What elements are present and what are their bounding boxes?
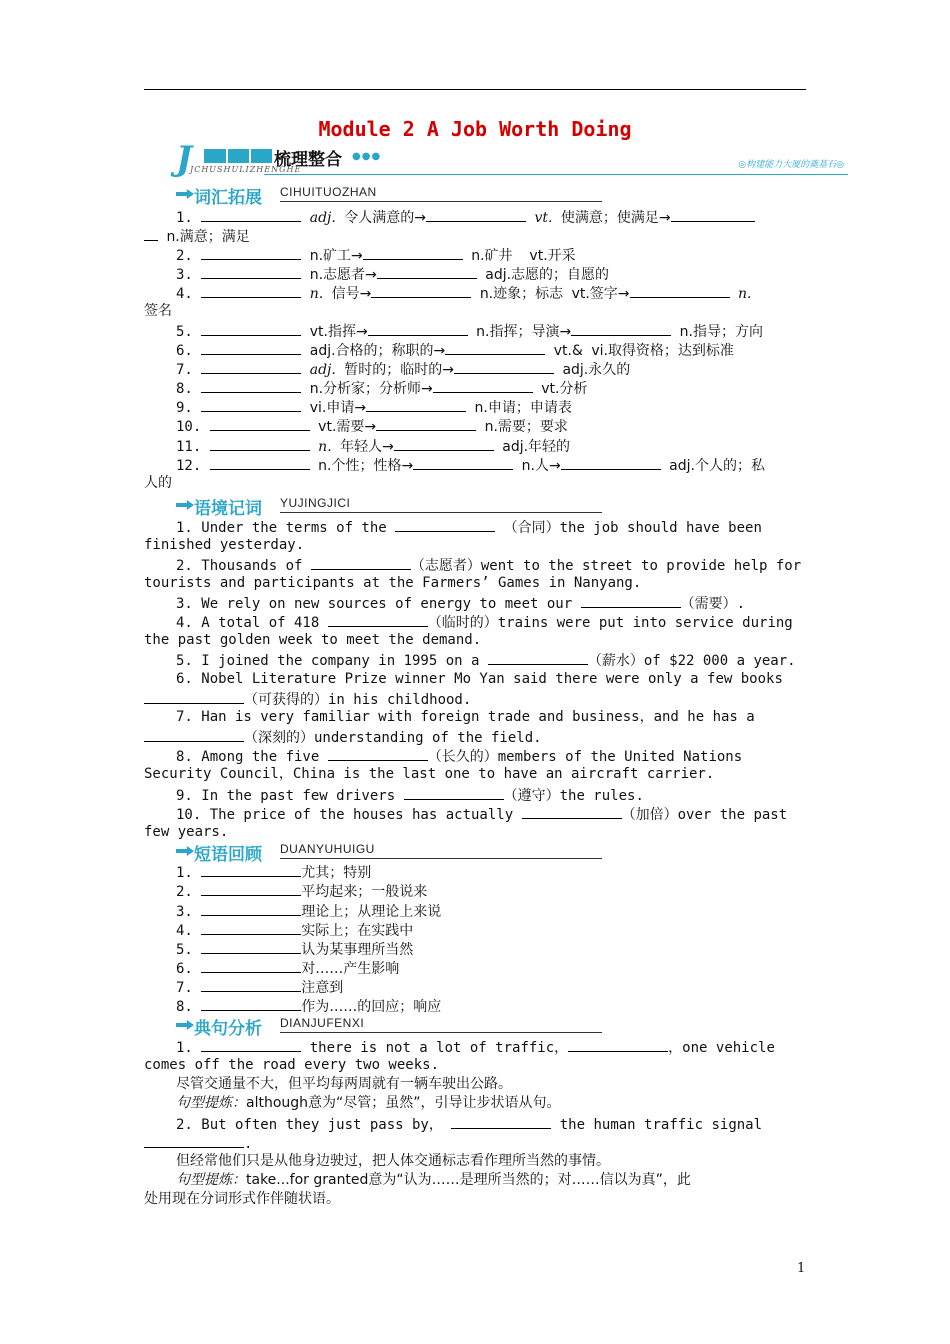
- list-item: 5. I joined the company in 1995 on a （薪水）of $22 000 a year.: [176, 650, 796, 671]
- section-underline: [280, 1032, 602, 1033]
- section-pinyin: DIANJUFENXI: [280, 1016, 365, 1030]
- section-underline: [280, 858, 602, 859]
- sentence-line: 2. But often they just pass by， the human traffic signal: [176, 1114, 762, 1135]
- list-item: 签名: [144, 303, 172, 319]
- list-item: 5. vt.指挥→ n.指挥；导演→ n.指导；方向: [176, 321, 763, 342]
- section-underline: [280, 201, 602, 202]
- list-item: finished yesterday.: [144, 537, 305, 553]
- list-item: 2. 平均起来；一般说来: [176, 881, 427, 902]
- list-item: 8. n.分析家；分析师→ vt.分析: [176, 378, 587, 399]
- list-item: 2. n.矿工→ n.矿井 vt.开采: [176, 245, 576, 266]
- sentence-line: comes off the road every two weeks.: [144, 1057, 440, 1073]
- sentence-line: .: [144, 1133, 252, 1154]
- list-item: 7. 注意到: [176, 977, 343, 998]
- arrow-icon: [176, 189, 194, 199]
- page-title: Module 2 A Job Worth Doing: [318, 117, 632, 141]
- list-item: 3. We rely on new sources of energy to meet our （需要）.: [176, 593, 745, 614]
- sentence-tip: 处用现在分词形式作伴随状语。: [144, 1191, 340, 1207]
- banner-motto: ◎构建能力大厦的奠基石◎: [738, 160, 844, 170]
- section-label: 词汇拓展: [194, 188, 262, 208]
- banner-dots: ●●●: [352, 151, 382, 162]
- list-item: 6. 对……产生影响: [176, 958, 399, 979]
- sentence-translation: 但经常他们只是从他身边驶过，把人体交通标志看作理所当然的事情。: [176, 1153, 610, 1169]
- section-pinyin: CIHUITUOZHAN: [280, 185, 377, 199]
- list-item: 4. n. 信号→ n.迹象；标志 vt.签字→ n.: [176, 283, 751, 304]
- list-item: 7. Han is very familiar with foreign trade and business，and he has a: [176, 709, 755, 725]
- list-item: few years.: [144, 824, 229, 840]
- sentence-tip: 句型提炼：take...for granted意为“认为……是理所当然的；对……信以为真”，此: [176, 1172, 691, 1188]
- list-item: 9. In the past few drivers （遵守）the rules.: [176, 785, 644, 806]
- section-pinyin: YUJINGJICI: [280, 496, 351, 510]
- section-label: 语境记词: [194, 499, 262, 519]
- list-item: （可获得的）in his childhood.: [144, 689, 471, 710]
- list-item: 8. 作为……的回应；响应: [176, 996, 441, 1017]
- list-item: 4. A total of 418 （临时的）trains were put into service during: [176, 612, 793, 633]
- banner-bars: [204, 149, 272, 163]
- list-item: 3. n.志愿者→ adj.志愿的；自愿的: [176, 264, 609, 285]
- banner-letter: J: [176, 139, 193, 179]
- sentence-tip: 句型提炼：although意为“尽管；虽然”，引导让步状语从句。: [176, 1095, 561, 1111]
- page-number: 1: [797, 1261, 806, 1276]
- list-item: tourists and participants at the Farmers’ Games in Nanyang.: [144, 575, 642, 591]
- banner-pinyin: JCHUSHULIZHENGHE: [190, 165, 302, 174]
- list-item: 6. adj.合格的；称职的→ vt.& vi.取得资格；达到标准: [176, 340, 734, 361]
- list-item: 2. Thousands of （志愿者）went to the street to provide help for: [176, 555, 801, 576]
- banner-line: [264, 174, 848, 175]
- sentence-translation: 尽管交通量不大，但平均每两周就有一辆车驶出公路。: [176, 1076, 512, 1092]
- list-item: n.满意；满足: [144, 226, 250, 247]
- list-item: 人的: [144, 475, 172, 491]
- section-banner: [176, 139, 848, 179]
- arrow-icon: [176, 500, 194, 510]
- section-underline: [280, 512, 602, 513]
- list-item: 1. adj. 令人满意的→ vt. 使满意；使满足→: [176, 207, 755, 228]
- sentence-line: 1. there is not a lot of traffic， ，one vehicle: [176, 1037, 775, 1058]
- list-item: 8. Among the five （长久的）members of the United Nations: [176, 746, 742, 767]
- arrow-icon: [176, 1020, 194, 1030]
- list-item: 10. vt.需要→ n.需要；要求: [176, 416, 568, 437]
- banner-heading: 梳理整合: [274, 150, 342, 170]
- section-label: 短语回顾: [194, 845, 262, 865]
- list-item: 1. 尤其；特别: [176, 862, 371, 883]
- list-item: the past golden week to meet the demand.: [144, 632, 482, 648]
- list-item: 12. n.个性；性格→ n.人→ adj.个人的；私: [176, 455, 765, 476]
- list-item: 9. vi.申请→ n.申请；申请表: [176, 397, 572, 418]
- list-item: 11. n. 年轻人→ adj.年轻的: [176, 436, 570, 457]
- list-item: 7. adj. 暂时的；临时的→ adj.永久的: [176, 359, 630, 380]
- list-item: （深刻的）understanding of the field.: [144, 727, 542, 748]
- section-pinyin: DUANYUHUIGU: [280, 842, 375, 856]
- section-label: 典句分析: [194, 1019, 262, 1039]
- header-rule: [144, 89, 806, 90]
- list-item: 10. The price of the houses has actually （加倍）over the past: [176, 804, 787, 825]
- list-item: 1. Under the terms of the （合同）the job should have been: [176, 517, 762, 538]
- arrow-icon: [176, 846, 194, 856]
- list-item: 5. 认为某事理所当然: [176, 939, 413, 960]
- list-item: 4. 实际上；在实践中: [176, 920, 413, 941]
- list-item: Security Council，China is the last one to have an aircraft carrier.: [144, 766, 715, 782]
- list-item: 6. Nobel Literature Prize winner Mo Yan said there were only a few books: [176, 671, 783, 687]
- list-item: 3. 理论上；从理论上来说: [176, 901, 441, 922]
